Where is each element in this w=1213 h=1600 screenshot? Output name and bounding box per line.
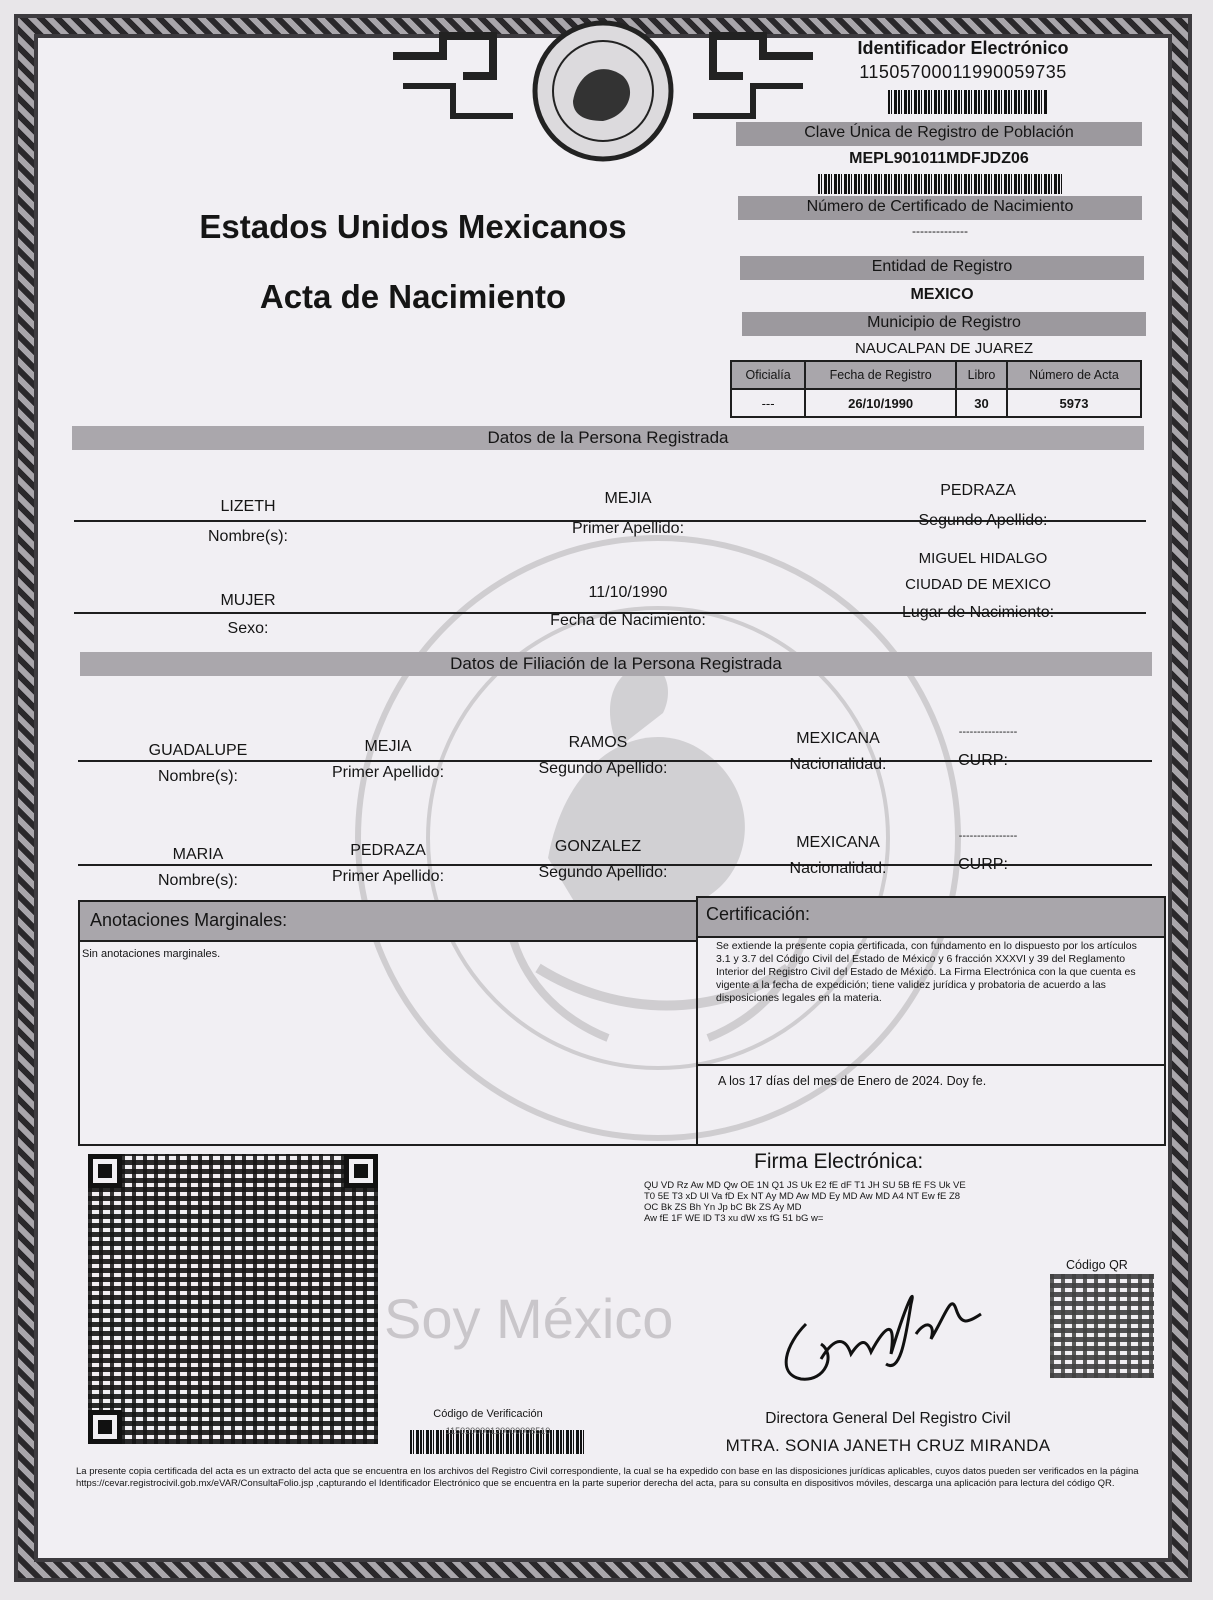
registry-table-header-row [731, 361, 1141, 389]
header-record-number: Número de Acta [1007, 361, 1141, 389]
person-second-surname: PEDRAZA [940, 482, 1016, 499]
value-book: 30 [956, 389, 1007, 417]
parent1-second-surname-label: Segundo Apellido: [538, 760, 668, 777]
annotations-text: Sin anotaciones marginales. [82, 948, 221, 960]
entity-label: Entidad de Registro [871, 258, 1013, 275]
signer-role: Directora General Del Registro Civil [765, 1410, 1011, 1427]
parent2-name-label: Nombre(s): [157, 872, 238, 889]
birth-certificate [14, 14, 1192, 1582]
person-sex-label: Sexo: [227, 620, 269, 637]
person-first-surname: MEJIA [604, 490, 652, 507]
municipality-label: Municipio de Registro [867, 314, 1021, 331]
value-record-number: 5973 [1007, 389, 1141, 417]
certification-text: Se extiende la presente copia certificada, con fundamento en lo dispuesto por los artículos 3.1 y 3.7 del Código Civil del Estado de México y 6 fracción XXXVI y 39 del Reglamento Interior del Registro Civil del Estado de México. La Firma Electrónica con la que cuenta es vigente a la fecha de expedición; tiene validez jurídica y probatoria de acuerdo a las disposiciones legales en la materia. [716, 940, 1137, 1004]
qr-finder-top-right [344, 1154, 378, 1188]
value-registration-date: 26/10/1990 [805, 389, 956, 417]
annotations-title: Anotaciones Marginales: [90, 910, 288, 930]
signer-name: MTRA. SONIA JANETH CRUZ MIRANDA [725, 1436, 1051, 1455]
header-book: Libro [956, 361, 1007, 389]
electronic-id: 11505700011990059735 [859, 62, 1067, 82]
signature-hash-line-3: OC Bk ZS Bh Yn Jp bC Bk ZS Ay MD [644, 1202, 802, 1213]
certificate-label: Número de Certificado de Nacimiento [806, 198, 1074, 215]
certification-divider [698, 1064, 1164, 1066]
signature-hash-line-1: QU VD Rz Aw MD Qw OE 1N Q1 JS Uk E2 fE dF T1 JH SU 5B fE FS Uk VE [644, 1180, 966, 1191]
signature-title: Firma Electrónica: [754, 1150, 924, 1173]
parent2-first-surname-label: Primer Apellido: [331, 868, 445, 885]
registry-table-value-row [731, 389, 1141, 417]
certification-date: A los 17 días del mes de Enero de 2024. Doy fe. [718, 1074, 987, 1088]
parent1-first-surname: MEJIA [364, 738, 412, 755]
curp-value: MEPL901011MDFJDZ06 [849, 150, 1029, 167]
header-registration-date: Fecha de Registro [805, 361, 956, 389]
country-title: Estados Unidos Mexicanos [199, 208, 627, 245]
birth-place-line1: MIGUEL HIDALGO [918, 550, 1048, 567]
small-qr-code [1050, 1274, 1154, 1378]
certification-title: Certificación: [706, 904, 811, 924]
curp-label: Clave Única de Registro de Población [804, 124, 1074, 141]
qr-finder-bottom-left [88, 1410, 122, 1444]
person-name-label: Nombre(s): [207, 528, 288, 545]
handwritten-signature-icon [766, 1264, 986, 1394]
person-section-title: Datos de la Persona Registrada [487, 428, 729, 447]
parent1-nationality-label: Nacionalidad: [789, 756, 887, 773]
verification-code: 115020000120000008510 [445, 1426, 551, 1436]
parent1-nationality: MEXICANA [796, 730, 880, 747]
parent2-name: MARIA [172, 846, 224, 863]
parent2-nationality-label: Nacionalidad: [789, 860, 887, 877]
parent1-name: GUADALUPE [148, 742, 248, 759]
curp-barcode [818, 174, 1063, 194]
entity-value: MEXICO [910, 286, 974, 303]
municipality-value: NAUCALPAN DE JUAREZ [854, 340, 1034, 357]
header-office: Oficialía [731, 361, 805, 389]
footer-disclaimer: La presente copia certificada del acta es un extracto del acta que se encuentra en los archivos del Registro Civil correspondiente, la cual se ha expedido con base en las disposiciones jurídicas aplicables, cuyos datos pueden ser verificados en la página https://cevar.registrocivil.gob.mx/eVAR/ConsultaFolio.jsp ,capturando el Identificador Electrónico que se encuentra en la parte superior derecha del acta, para su consulta en dispositivos móviles, descarga una aplicación para lectura del código QR. [76, 1466, 1139, 1489]
parent1-second-surname: RAMOS [568, 734, 628, 751]
parent2-curp: ---------------- [958, 830, 1018, 842]
registry-table [730, 360, 1142, 418]
document-title: Acta de Nacimiento [259, 278, 567, 315]
annotations-box [78, 900, 698, 1146]
electronic-id-barcode [888, 90, 1048, 114]
person-birth-date-label: Fecha de Nacimiento: [550, 612, 706, 629]
value-office: --- [731, 389, 805, 417]
parent1-curp: ---------------- [958, 726, 1018, 738]
person-second-surname-label: Segundo Apellido: [918, 512, 1048, 529]
certificate-body [38, 38, 1178, 1566]
filiation-section-title: Datos de Filiación de la Persona Registrada [450, 654, 782, 673]
soy-mexico-watermark: Soy México [384, 1287, 674, 1350]
parent1-name-label: Nombre(s): [157, 768, 238, 785]
parent1-curp-label: CURP: [958, 752, 1008, 769]
person-birth-place-label: Lugar de Nacimiento: [901, 604, 1055, 621]
person-first-surname-label: Primer Apellido: [571, 520, 685, 537]
verification-code-label: Código de Verificación [433, 1408, 543, 1420]
signature-hash-line-2: T0 5E T3 xD Ul Va fD Ex NT Ay MD Aw MD Ey MD Aw MD A4 NT Ew fE Z8 [644, 1191, 961, 1202]
verification-qr-code [88, 1154, 378, 1444]
person-birth-date: 11/10/1990 [588, 584, 668, 601]
qr-finder-top-left [88, 1154, 122, 1188]
qr-label: Código QR [1066, 1258, 1128, 1272]
parent2-first-surname: PEDRAZA [350, 842, 426, 859]
electronic-id-label: Identificador Electrónico [857, 38, 1069, 58]
person-name: LIZETH [220, 498, 276, 515]
birth-place-line2: CIUDAD DE MEXICO [905, 576, 1051, 593]
parent2-second-surname-label: Segundo Apellido: [538, 864, 668, 881]
parent1-first-surname-label: Primer Apellido: [331, 764, 445, 781]
parent2-nationality: MEXICANA [796, 834, 880, 851]
certificate-value: -------------- [912, 224, 968, 238]
parent2-second-surname: GONZALEZ [554, 838, 642, 855]
signature-hash-line-4: Aw fE 1F WE lD T3 xu dW xs fG 51 bG w= [644, 1213, 824, 1224]
parent2-curp-label: CURP: [958, 856, 1008, 873]
certification-box [696, 896, 1166, 1146]
signature-hash [644, 1180, 1064, 1224]
person-sex: MUJER [220, 592, 276, 609]
